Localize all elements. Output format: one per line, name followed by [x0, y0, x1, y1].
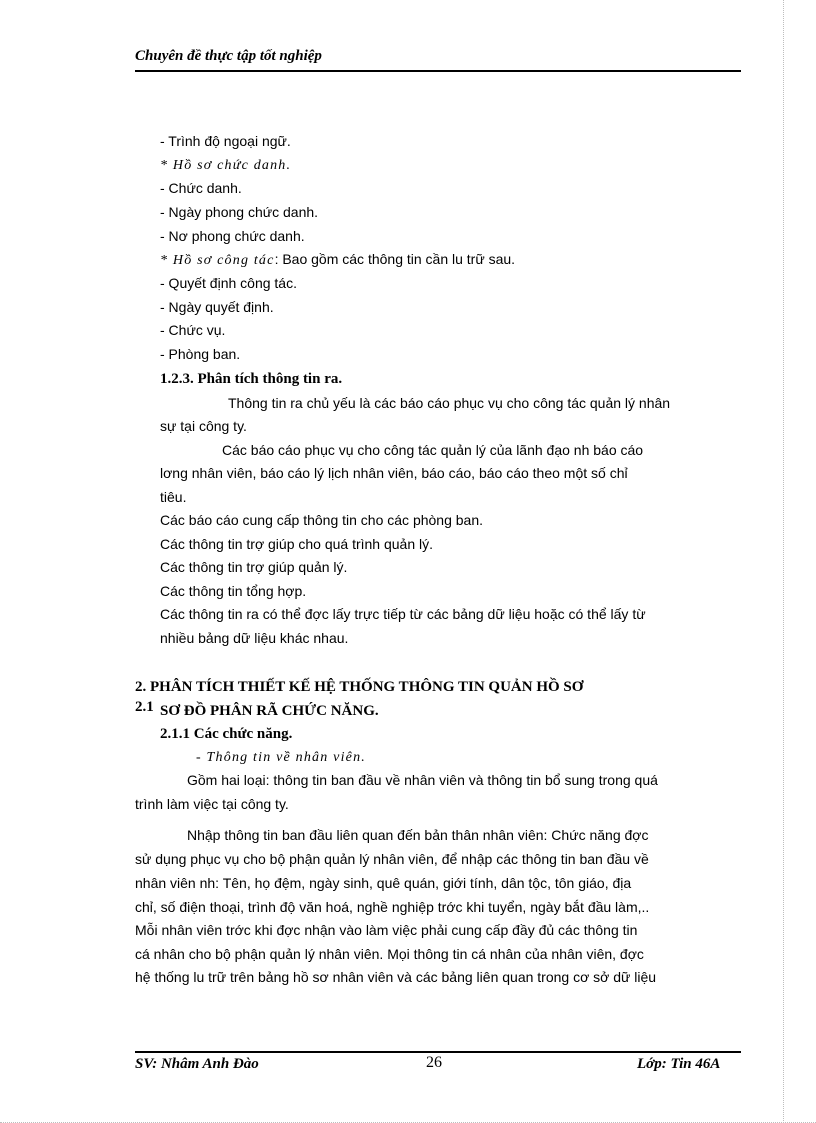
header-rule [135, 70, 741, 72]
text-line: - Ngày quyết định. [160, 299, 274, 315]
text-line [160, 248, 515, 272]
text-line: Thông tin ra chủ yếu là các báo cáo phục vụ cho công tác quản lý nhân [228, 395, 671, 411]
text-line: sự tại công ty. [160, 418, 247, 434]
text-line: - Phòng ban. [160, 346, 241, 362]
text-line: Các báo cáo phục vụ cho công tác quản lý của lãnh đạo nh báo cáo [222, 442, 644, 458]
text-line: - Nơ phong chức danh. [160, 228, 305, 244]
text-line: - Chức vụ. [160, 322, 226, 338]
text-line: sử dụng phục vụ cho bộ phận quản lý nhân viên, để nhập các thông tin ban đầu về [135, 851, 649, 867]
text-line: - Quyết định công tác. [160, 275, 297, 291]
text-line: Gồm hai loại: thông tin ban đầu về nhân viên và thông tin bổ sung trong quá [187, 772, 658, 788]
text-line: Các thông tin tổng hợp. [160, 583, 307, 599]
heading-2-1: SƠ ĐỒ PHÂN RÃ CHỨC NĂNG. [160, 703, 379, 719]
footer-student: SV: Nhâm Anh Đào [135, 1056, 259, 1072]
text-line: nhân viên nh: Tên, họ đệm, ngày sinh, quê quán, giới tính, dân tộc, tôn giáo, địa [135, 875, 632, 891]
text-line: - Ngày phong chức danh. [160, 204, 319, 220]
footer-rule [135, 1051, 741, 1053]
heading-2-1-number: 2.1 [135, 699, 154, 715]
text-line: lơng nhân viên, báo cáo lý lịch nhân viên, báo cáo, báo cáo theo một số chỉ [160, 465, 628, 481]
text-line: tiêu. [160, 489, 187, 505]
section-label: * Hồ sơ công tác [160, 253, 275, 268]
heading-2-1-1: 2.1.1 Các chức năng. [160, 726, 293, 742]
text-line: cá nhân cho bộ phận quản lý nhân viên. Mọi thông tin cá nhân của nhân viên, đợc [135, 946, 644, 962]
page-border-right [783, 0, 784, 1123]
text-line: - Trình độ ngoại ngữ. [160, 133, 291, 149]
text-line: - Chức danh. [160, 180, 242, 196]
page-number: 26 [426, 1054, 442, 1071]
header-title: Chuyên đề thực tập tốt nghiệp [135, 48, 322, 64]
heading-1-2-3: 1.2.3. Phân tích thông tin ra. [160, 371, 343, 387]
heading-2: 2. PHÂN TÍCH THIẾT KẾ HỆ THỐNG THÔNG TIN QUẢN HỒ SƠ [135, 679, 584, 695]
text-line: nhiều bảng dữ liệu khác nhau. [160, 630, 349, 646]
section-label: - Thông tin về nhân viên. [196, 750, 366, 765]
section-label: * Hồ sơ chức danh. [160, 158, 292, 173]
text-line: Các thông tin ra có thể đợc lấy trực tiếp từ các bảng dữ liệu hoặc có thể lấy từ [160, 606, 646, 622]
text-line: Các báo cáo cung cấp thông tin cho các phòng ban. [160, 512, 484, 528]
text-line: Các thông tin trợ giúp quản lý. [160, 559, 348, 575]
text-line: trình làm việc tại công ty. [135, 796, 289, 812]
text-line: chỉ, số điện thoại, trình độ văn hoá, nghề nghiệp trớc khi tuyển, ngày bắt đầu làm,.. [135, 899, 650, 915]
text-line: Mỗi nhân viên trớc khi đợc nhận vào làm việc phải cung cấp đầy đủ các thông tin [135, 922, 638, 938]
text-line: Nhập thông tin ban đầu liên quan đến bản thân nhân viên: Chức năng đợc [187, 827, 649, 843]
footer-class: Lớp: Tin 46A [637, 1056, 721, 1072]
text-line: Các thông tin trợ giúp cho quá trình quản lý. [160, 536, 434, 552]
text-span: : Bao gồm các thông tin cần lu trữ sau. [274, 251, 516, 267]
text-line: hệ thống lu trữ trên bảng hồ sơ nhân viên và các bảng liên quan trong cơ sở dữ liệu [135, 969, 657, 985]
